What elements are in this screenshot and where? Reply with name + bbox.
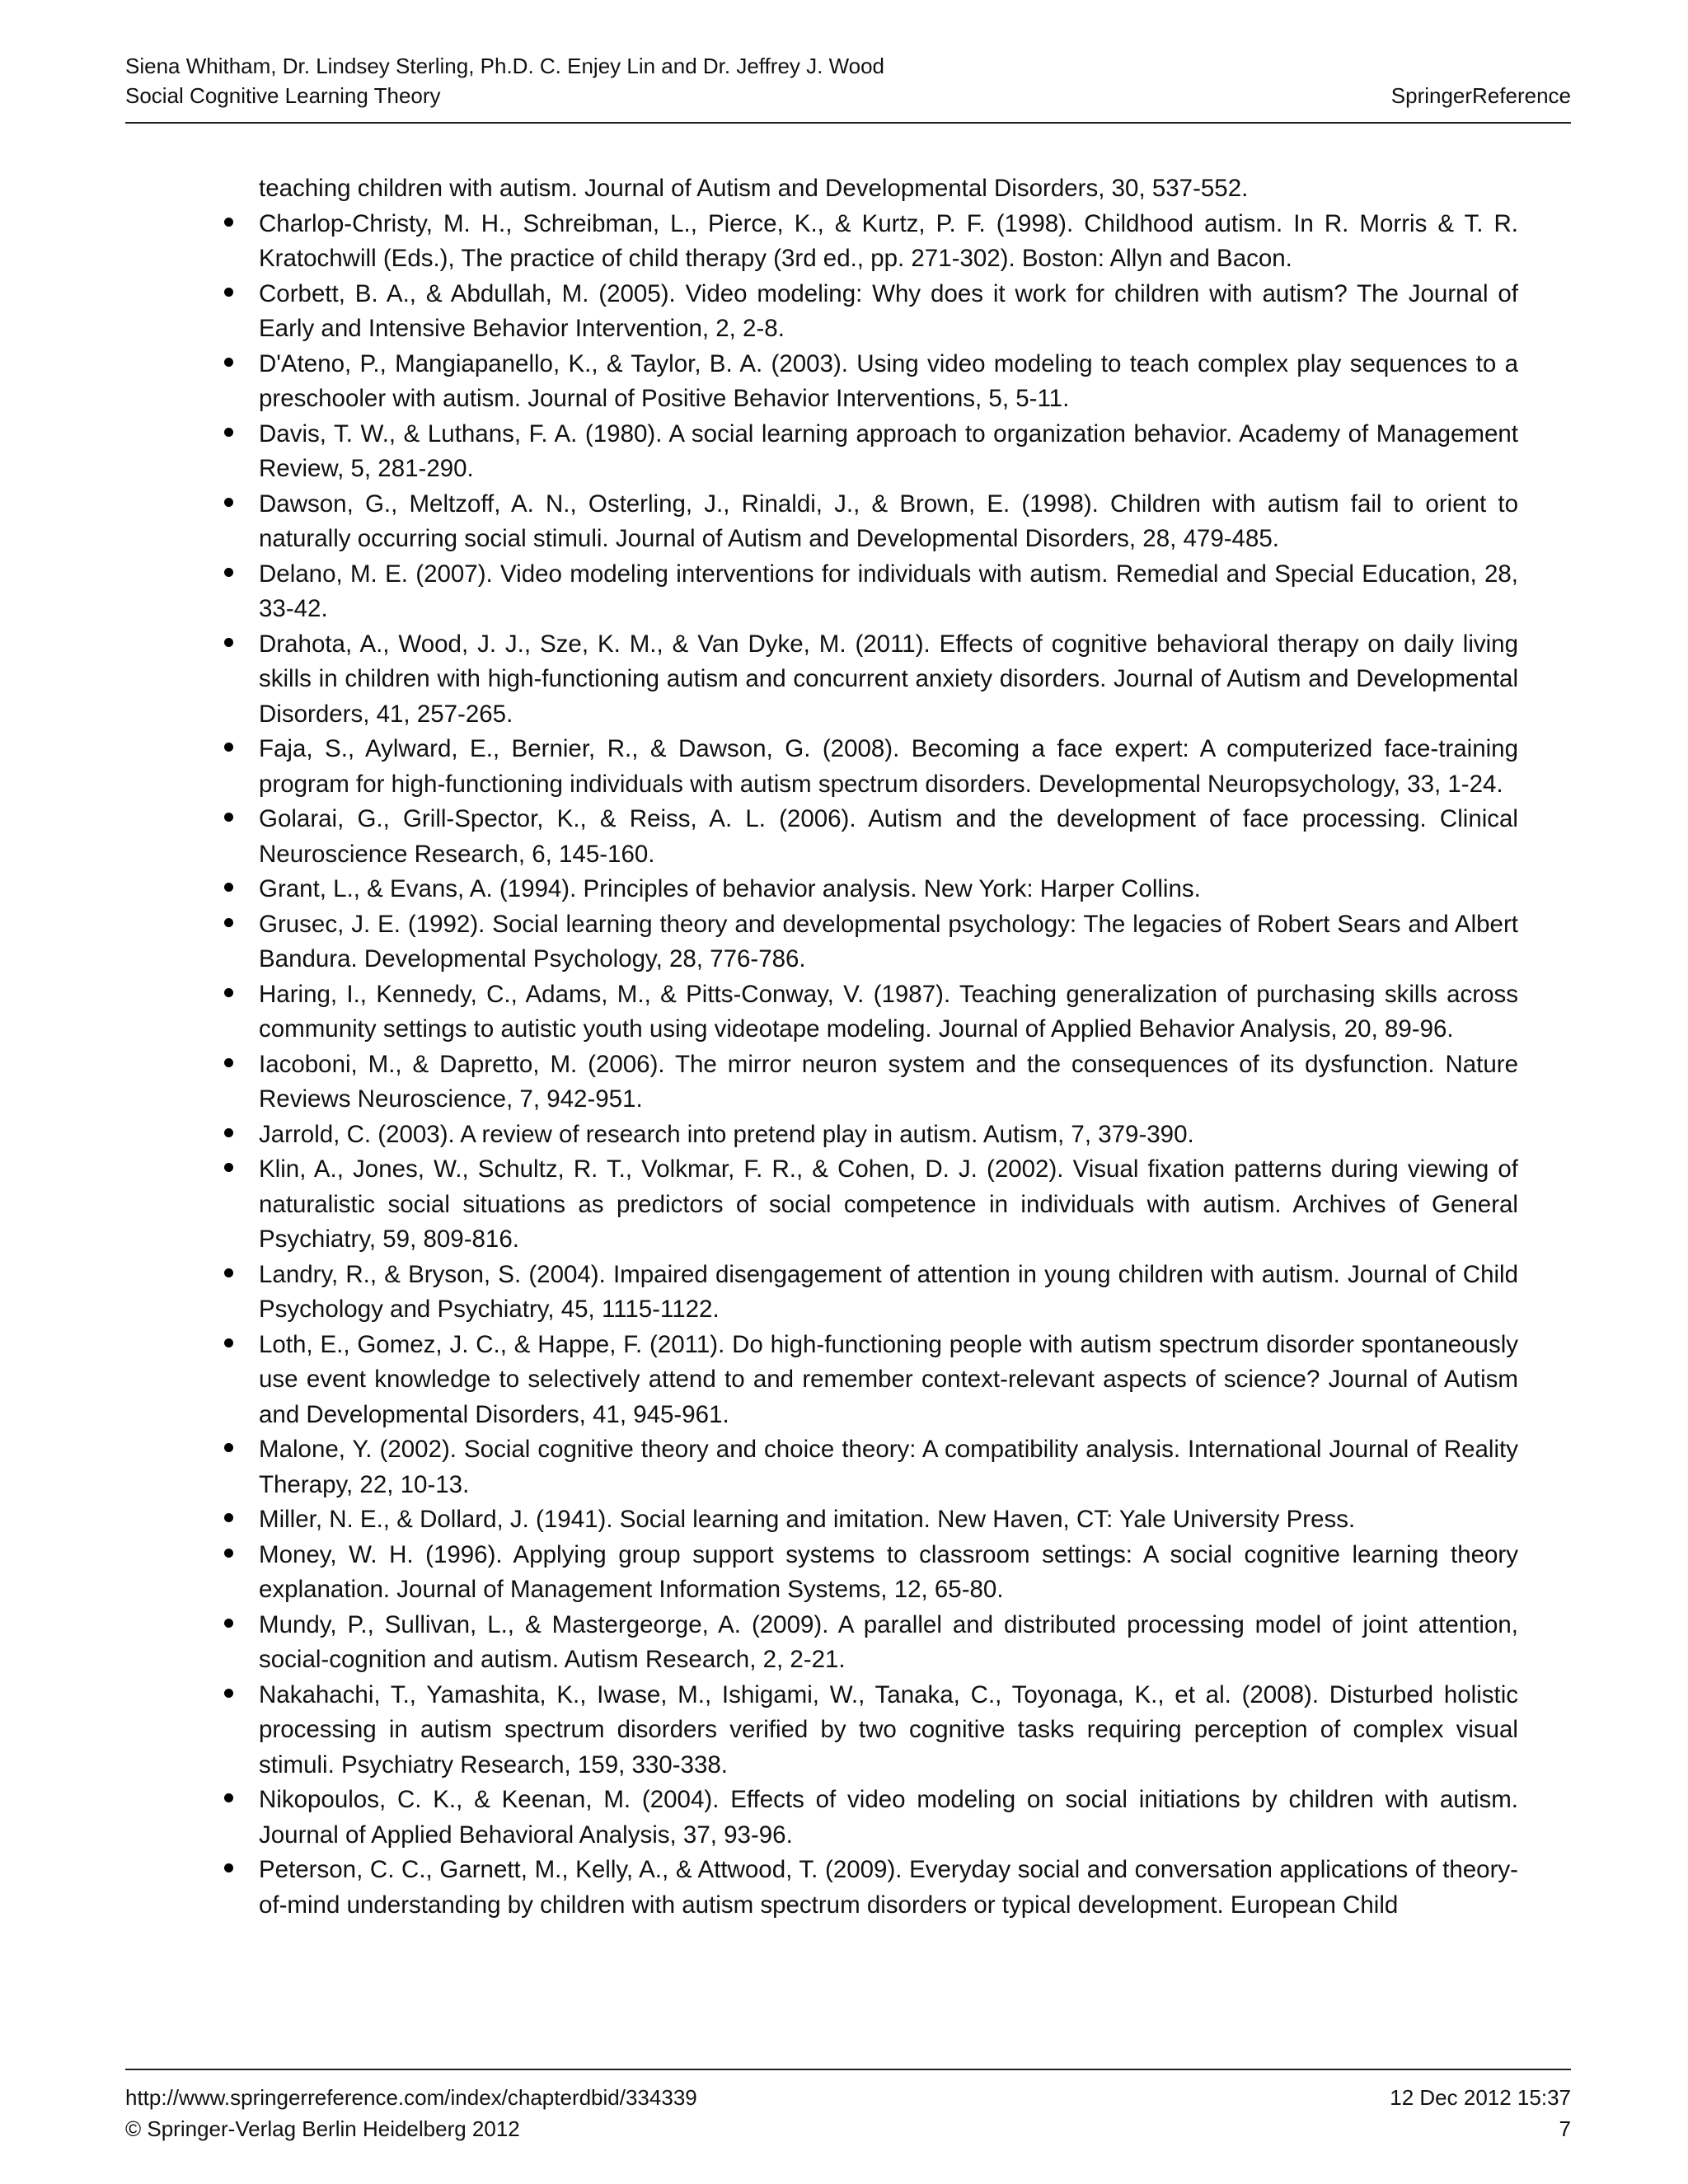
reference-item: Haring, I., Kennedy, C., Adams, M., & Pitts-Conway, V. (1987). Teaching generalization of purchasing skills across community settings to autistic youth using videotape modeling. Journal of Applied Behavior Analysis, 20, 89-96.	[224, 977, 1518, 1047]
reference-item: Peterson, C. C., Garnett, M., Kelly, A., & Attwood, T. (2009). Everyday social and conversation applications of theory-of-mind understanding by children with autism spectrum disorders or typical development. European Child	[224, 1853, 1518, 1923]
reference-item: Landry, R., & Bryson, S. (2004). Impaired disengagement of attention in young children with autism. Journal of Child Psychology and Psychiatry, 45, 1115-1122.	[224, 1258, 1518, 1328]
reference-continuation: teaching children with autism. Journal of Autism and Developmental Disorders, 30, 537-552.	[259, 175, 1249, 202]
reference-item: Nikopoulos, C. K., & Keenan, M. (2004). Effects of video modeling on social initiations by children with autism. Journal of Applied Behavioral Analysis, 37, 93-96.	[224, 1783, 1518, 1853]
page-footer	[125, 2069, 1571, 2144]
page-header	[125, 51, 1571, 124]
reference-item: Iacoboni, M., & Dapretto, M. (2006). The mirror neuron system and the consequences of its dysfunction. Nature Reviews Neuroscience, 7, 942-951.	[224, 1047, 1518, 1118]
reference-item: Delano, M. E. (2007). Video modeling interventions for individuals with autism. Remedial and Special Education, 28, 33-42.	[224, 557, 1518, 627]
reference-item: Klin, A., Jones, W., Schultz, R. T., Volkmar, F. R., & Cohen, D. J. (2002). Visual fixation patterns during viewing of naturalistic social situations as predictors of social competence in individuals with autism. Archives of General Psychiatry, 59, 809-816.	[224, 1152, 1518, 1258]
page-number: 7	[1559, 2116, 1571, 2141]
reference-item: Drahota, A., Wood, J. J., Sze, K. M., & Van Dyke, M. (2011). Effects of cognitive behavioral therapy on daily living skills in children with high-functioning autism and concurrent anxiety disorders. Journal of Autism and Developmental Disorders, 41, 257-265.	[224, 627, 1518, 733]
reference-item: Charlop-Christy, M. H., Schreibman, L., Pierce, K., & Kurtz, P. F. (1998). Childhood autism. In R. Morris & T. R. Kratochwill (Eds.), The practice of child therapy (3rd ed., pp. 271-302). Boston: Allyn and Bacon.	[224, 207, 1518, 277]
header-title: Social Cognitive Learning Theory	[125, 83, 441, 108]
reference-item: Grusec, J. E. (1992). Social learning theory and developmental psychology: The legacies of Robert Sears and Albert Bandura. Developmental Psychology, 28, 776-786.	[224, 907, 1518, 977]
reference-item: Mundy, P., Sullivan, L., & Mastergeorge, A. (2009). A parallel and distributed processing model of joint attention, social-cognition and autism. Autism Research, 2, 2-21.	[224, 1608, 1518, 1678]
reference-list	[224, 171, 1518, 1923]
reference-item: D'Ateno, P., Mangiapanello, K., & Taylor, B. A. (2003). Using video modeling to teach complex play sequences to a preschooler with autism. Journal of Positive Behavior Interventions, 5, 5-11.	[224, 347, 1518, 417]
reference-item: Corbett, B. A., & Abdullah, M. (2005). Video modeling: Why does it work for children with autism? The Journal of Early and Intensive Behavior Intervention, 2, 2-8.	[224, 277, 1518, 347]
reference-item: Loth, E., Gomez, J. C., & Happe, F. (2011). Do high-functioning people with autism spectrum disorder spontaneously use event knowledge to selectively attend to and remember context-relevant aspects of science? Journal of Autism and Developmental Disorders, 41, 945-961.	[224, 1328, 1518, 1433]
reference-item: Jarrold, C. (2003). A review of research into pretend play in autism. Autism, 7, 379-390.	[224, 1118, 1518, 1153]
reference-item: Nakahachi, T., Yamashita, K., Iwase, M., Ishigami, W., Tanaka, C., Toyonaga, K., et al. (2008). Disturbed holistic processing in autism spectrum disorders verified by two cognitive tasks requiring perception of complex visual stimuli. Psychiatry Research, 159, 330-338.	[224, 1678, 1518, 1783]
reference-item: Dawson, G., Meltzoff, A. N., Osterling, J., Rinaldi, J., & Brown, E. (1998). Children with autism fail to orient to naturally occurring social stimuli. Journal of Autism and Developmental Disorders, 28, 479-485.	[224, 487, 1518, 557]
reference-item: Faja, S., Aylward, E., Bernier, R., & Dawson, G. (2008). Becoming a face expert: A computerized face-training program for high-functioning individuals with autism spectrum disorders. Developmental Neuropsychology, 33, 1-24.	[224, 732, 1518, 802]
reference-item: Davis, T. W., & Luthans, F. A. (1980). A social learning approach to organization behavior. Academy of Management Review, 5, 281-290.	[224, 417, 1518, 487]
reference-item: Grant, L., & Evans, A. (1994). Principles of behavior analysis. New York: Harper Collins.	[224, 872, 1518, 907]
reference-item: Malone, Y. (2002). Social cognitive theory and choice theory: A compatibility analysis. International Journal of Reality Therapy, 22, 10-13.	[224, 1432, 1518, 1502]
header-brand: SpringerReference	[1390, 83, 1571, 108]
footer-copyright: © Springer-Verlag Berlin Heidelberg 2012	[125, 2116, 520, 2141]
reference-item: Golarai, G., Grill-Spector, K., & Reiss, A. L. (2006). Autism and the development of face processing. Clinical Neuroscience Research, 6, 145-160.	[224, 802, 1518, 872]
reference-item: Miller, N. E., & Dollard, J. (1941). Social learning and imitation. New Haven, CT: Yale University Press.	[224, 1502, 1518, 1538]
reference-item: Money, W. H. (1996). Applying group support systems to classroom settings: A social cognitive learning theory explanation. Journal of Management Information Systems, 12, 65-80.	[224, 1538, 1518, 1608]
footer-datetime: 12 Dec 2012 15:37	[1390, 2085, 1571, 2110]
header-authors: Siena Whitham, Dr. Lindsey Sterling, Ph.D. C. Enjey Lin and Dr. Jeffrey J. Wood	[125, 54, 885, 78]
footer-url[interactable]: http://www.springerreference.com/index/chapterdbid/334339	[125, 2085, 697, 2110]
